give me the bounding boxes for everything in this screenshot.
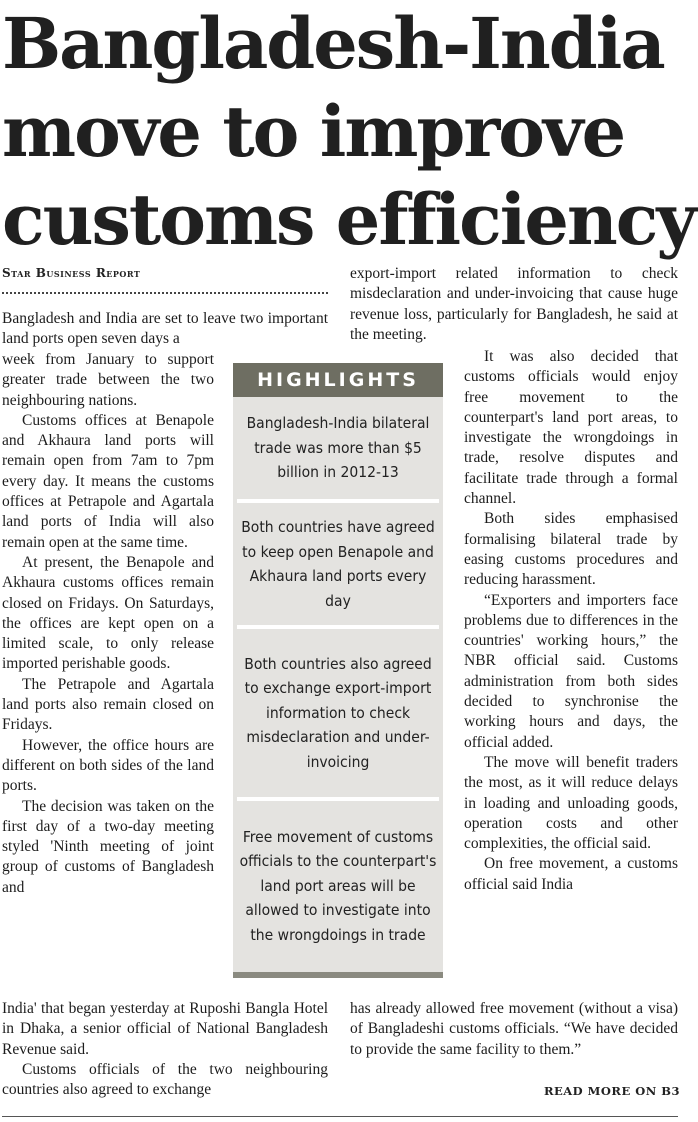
byline-divider (2, 292, 328, 294)
right-column-intro (350, 264, 678, 345)
paragraph: On free movement, a customs official said India (464, 855, 678, 893)
paragraph: The decision was taken on the first day of a two-day meeting styled 'Ninth meeting of joint group of customs of Bangladesh and (2, 797, 214, 896)
right-column-body (464, 347, 678, 895)
paragraph: However, the office hours are different on both sides of the land ports. (2, 736, 214, 795)
read-more-link[interactable]: READ MORE ON B3 (543, 1084, 680, 1098)
paragraph: Bangladesh and India are set to leave two important land ports open seven days a (2, 310, 328, 348)
left-column-tail (2, 999, 328, 1100)
paragraph: The Petrapole and Agartala land ports also remain closed on Fridays. (2, 675, 214, 734)
paragraph: India' that began yesterday at Ruposhi Bangla Hotel in Dhaka, a senior official of National Bangladesh Revenue said. (2, 1000, 328, 1058)
bottom-divider (2, 1116, 678, 1117)
left-column-body (2, 350, 214, 898)
left-column-intro (2, 309, 328, 350)
highlight-item: Free movement of customs officials to the counterpart's land port areas will be allowed to investigate into the wrongdoings in trade (239, 827, 437, 944)
highlight-item: Bangladesh-India bilateral trade was more than $5 billion in 2012-13 (246, 414, 430, 482)
headline-line-3: customs efficiency (2, 178, 696, 261)
headline (2, 0, 696, 264)
paragraph: has already allowed free movement (without a visa) of Bangladeshi customs officials. “We have decided to provide the same facility to them.” (350, 1000, 678, 1058)
paragraph: week from January to support greater trade between the two neighbouring nations. (2, 351, 214, 409)
paragraph: Customs offices at Benapole and Akhaura land ports will remain open from 7am to 7pm every day. It means the customs offices at Petrapole and Agartala land ports of India will also remain open at the same time. (2, 411, 214, 551)
right-column-tail (350, 999, 678, 1060)
paragraph: “Exporters and importers face problems due to differences in the countries' working hours,” the NBR official said. Customs administration from both sides decided to synchronise the working hours and days, the official added. (464, 591, 678, 751)
highlight-item: Both countries have agreed to keep open Benapole and Akhaura land ports every day (241, 518, 435, 610)
paragraph: The move will benefit traders the most, as it will reduce delays in loading and unloading goods, operation costs and other complexities, the official said. (464, 753, 678, 853)
paragraph: It was also decided that customs officials would enjoy free movement to the counterpart's land port areas, to investigate the wrongdoings in trade, resolve disputes and facilitate trade through a formal channel. (464, 348, 678, 508)
highlights-box (233, 363, 443, 978)
paragraph: export-import related information to check misdeclaration and under-invoicing that cause huge revenue loss, particularly for Bangladesh, he said at the meeting. (350, 265, 678, 343)
headline-line-1: Bangladesh-India (2, 2, 664, 85)
highlights-title: HIGHLIGHTS (233, 363, 443, 397)
paragraph: Customs officials of the two neighbouring countries also agreed to exchange (2, 1060, 328, 1099)
headline-line-2: move to improve (2, 90, 625, 173)
paragraph: At present, the Benapole and Akhaura customs offices remain closed on Fridays. On Saturdays, the offices are kept open on a limited scale, to only release imported perishable goods. (2, 553, 214, 673)
paragraph: Both sides emphasised formalising bilateral trade by easing customs procedures and reducing harassment. (464, 510, 678, 589)
byline: Star Business Report (2, 266, 141, 280)
highlight-item: Both countries also agreed to exchange export-import information to check misdeclaration and under-invoicing (244, 654, 432, 771)
